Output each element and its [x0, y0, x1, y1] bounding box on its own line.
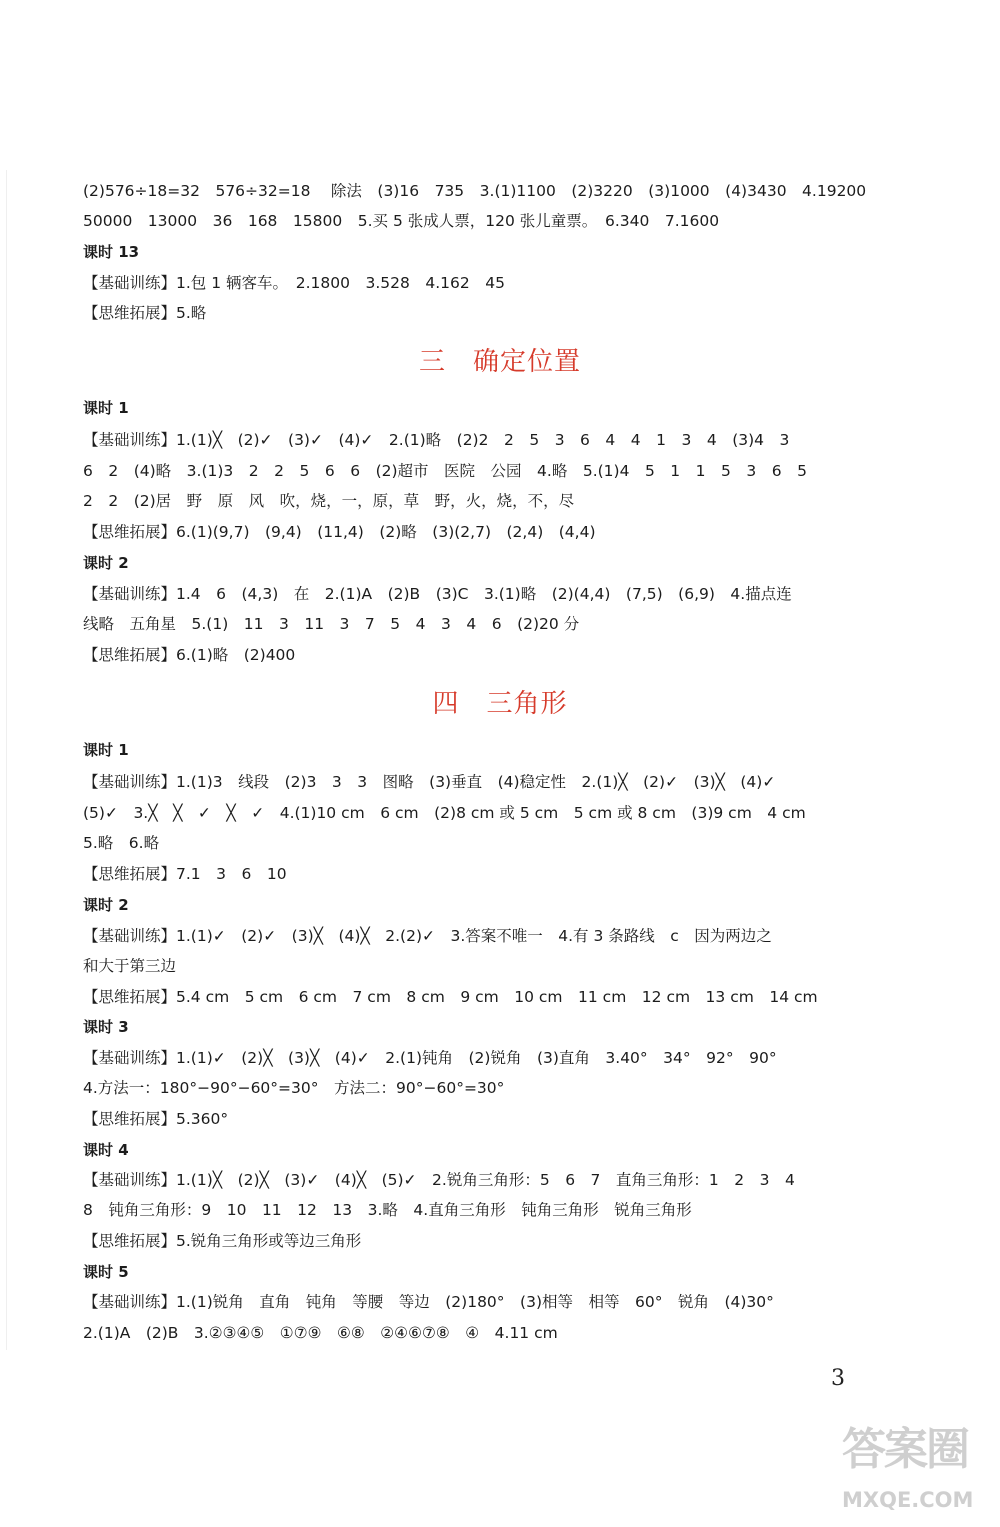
text-line: 【基础训练】1.(1)3 线段 (2)3 3 3 图略 (3)垂直 (4)稳定性 2.(1)╳ (2)✓ (3)╳ (4)✓: [83, 773, 776, 791]
text-line: 50000 13000 36 168 15800 5.买 5 张成人票，120 张儿童票。 6.340 7.1600: [83, 212, 720, 230]
text-line: 【基础训练】1.(1)╳ (2)╳ (3)✓ (4)╳ (5)✓ 2.锐角三角形：5 6 7 直角三角形：1 2 3 4: [83, 1171, 795, 1189]
text-line: 【思维拓展】6.(1)(9,7) (9,4) (11,4) (2)略 (3)(2,7) (2,4) (4,4): [83, 523, 596, 541]
text-line: 【思维拓展】6.(1)略 (2)400: [83, 646, 296, 664]
text-line: 【基础训练】1.(1)锐角 直角 钝角 等腰 等边 (2)180° (3)相等 相等 60° 锐角 (4)30°: [83, 1293, 774, 1311]
text-line: 【基础训练】1.4 6 (4,3) 在 2.(1)A (2)B (3)C 3.(1)略 (2)(4,4) (7,5) (6,9) 4.描点连: [83, 585, 792, 603]
text-line: 线略 五角星 5.(1) 11 3 11 3 7 5 4 3 4 6 (2)20 分: [83, 615, 580, 633]
page-number: 3: [831, 1366, 845, 1391]
lesson-heading: 课时 13: [83, 243, 140, 261]
text-line: 8 钝角三角形：9 10 11 12 13 3.略 4.直角三角形 钝角三角形 锐角三角形: [83, 1201, 692, 1219]
lesson-heading: 课时 5: [83, 1263, 129, 1281]
text-line: 4.方法一：180°−90°−60°=30° 方法二：90°−60°=30°: [83, 1079, 505, 1097]
watermark-url: MXQE.COM: [842, 1488, 974, 1512]
lesson-heading: 课时 1: [83, 399, 129, 417]
text-line: 【思维拓展】5.锐角三角形或等边三角形: [83, 1232, 362, 1250]
text-line: (5)✓ 3.╳ ╳ ✓ ╳ ✓ 4.(1)10 cm 6 cm (2)8 cm 或 5 cm 5 cm 或 8 cm (3)9 cm 4 cm: [83, 804, 806, 822]
section-title-3: 三 确定位置: [418, 347, 581, 377]
text-line: (2)576÷18=32 576÷32=18 除法 (3)16 735 3.(1)1100 (2)3220 (3)1000 (4)3430 4.19200: [83, 182, 867, 200]
watermark: [842, 1412, 992, 1520]
lesson-heading: 课时 3: [83, 1018, 129, 1036]
text-line: 【基础训练】1.(1)✓ (2)╳ (3)╳ (4)✓ 2.(1)钝角 (2)锐角 (3)直角 3.40° 34° 92° 90°: [83, 1049, 777, 1067]
text-line: 【思维拓展】5.略: [83, 304, 207, 322]
watermark-logo: 答案圈: [842, 1424, 968, 1475]
text-line: 5.略 6.略: [83, 834, 160, 852]
lesson-heading: 课时 4: [83, 1141, 129, 1159]
text-line: 【基础训练】1.包 1 辆客车。 2.1800 3.528 4.162 45: [83, 274, 505, 292]
text-line: 【思维拓展】5.4 cm 5 cm 6 cm 7 cm 8 cm 9 cm 10 cm 11 cm 12 cm 13 cm 14 cm: [83, 988, 818, 1006]
text-line: 【基础训练】1.(1)╳ (2)✓ (3)✓ (4)✓ 2.(1)略 (2)2 2 5 3 6 4 4 1 3 4 (3)4 3: [83, 431, 790, 449]
text-line: 6 2 (4)略 3.(1)3 2 2 5 6 6 (2)超市 医院 公园 4.略 5.(1)4 5 1 1 5 3 6 5: [83, 462, 807, 480]
lesson-heading: 课时 1: [83, 741, 129, 759]
text-line: 【基础训练】1.(1)✓ (2)✓ (3)╳ (4)╳ 2.(2)✓ 3.答案不唯一 4.有 3 条路线 c 因为两边之: [83, 927, 772, 945]
text-line: 【思维拓展】7.1 3 6 10: [83, 865, 287, 883]
section-title-4: 四 三角形: [432, 689, 568, 719]
text-line: 【思维拓展】5.360°: [83, 1110, 229, 1128]
lesson-heading: 课时 2: [83, 554, 129, 572]
text-line: 2 2 (2)居 野 原 风 吹，烧，一，原，草 野，火，烧，不，尽: [83, 492, 575, 510]
text-line: 和大于第三边: [83, 957, 177, 975]
text-line: 2.(1)A (2)B 3.②③④⑤ ①⑦⑨ ⑥⑧ ②④⑥⑦⑧ ④ 4.11 cm: [83, 1324, 558, 1342]
lesson-heading: 课时 2: [83, 896, 129, 914]
